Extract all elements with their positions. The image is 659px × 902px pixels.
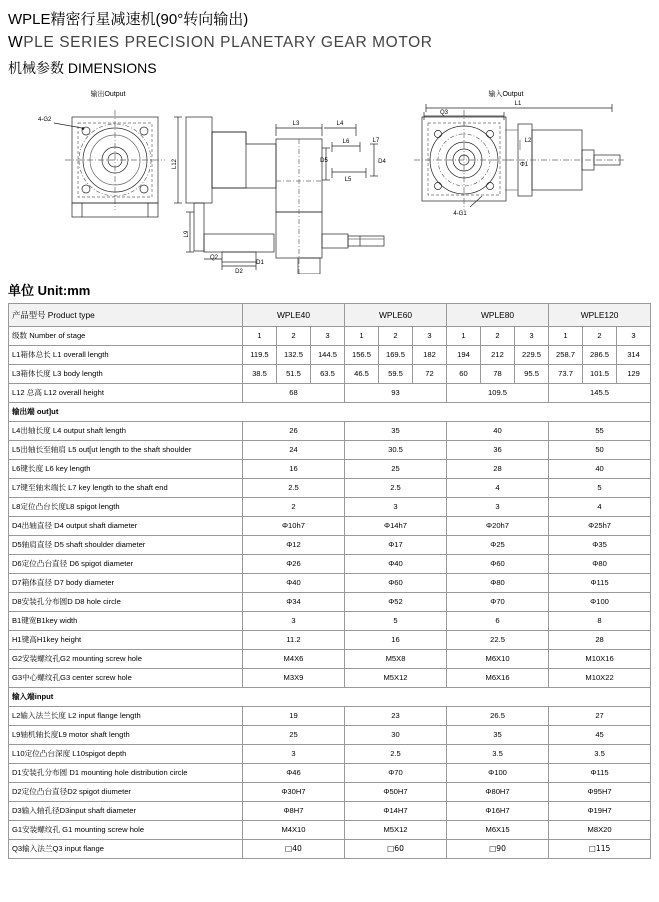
table-row bbox=[8, 479, 650, 498]
row-value: 5 bbox=[344, 612, 446, 631]
table-row bbox=[8, 631, 650, 650]
row-value: 156.5 bbox=[344, 346, 378, 365]
row-value: 72 bbox=[412, 365, 446, 384]
stage-cell: 2 bbox=[378, 327, 412, 346]
row-value: Φ16H7 bbox=[447, 802, 549, 821]
stage-cell: 3 bbox=[310, 327, 344, 346]
row-value: M6X10 bbox=[447, 650, 549, 669]
stage-row bbox=[8, 327, 650, 346]
label-4-g2: 4-G2 bbox=[38, 117, 52, 123]
label-q2: Q2 bbox=[209, 255, 219, 261]
row-value: 101.5 bbox=[583, 365, 617, 384]
row-value: Φ50H7 bbox=[344, 783, 446, 802]
table-row bbox=[8, 555, 650, 574]
table-row bbox=[8, 745, 650, 764]
table-row bbox=[8, 536, 650, 555]
row-label: L9轴机轴长度L9 motor shaft length bbox=[8, 726, 242, 745]
table-row bbox=[8, 346, 650, 365]
table-row bbox=[8, 517, 650, 536]
table-row bbox=[8, 574, 650, 593]
row-value: 3.5 bbox=[549, 745, 651, 764]
row-value: □90 bbox=[447, 840, 549, 859]
row-value: 93 bbox=[344, 384, 446, 403]
row-value: 38.5 bbox=[242, 365, 276, 384]
row-value: M10X22 bbox=[549, 669, 651, 688]
label-d1-left: D1 bbox=[256, 260, 264, 266]
stage-label: 级数 Number of stage bbox=[8, 327, 242, 346]
row-value: 40 bbox=[549, 460, 651, 479]
row-label: D8安装孔分布圆D D8 hole circle bbox=[8, 593, 242, 612]
table-row bbox=[8, 821, 650, 840]
column-wple120: WPLE120 bbox=[549, 304, 651, 327]
row-value: Φ80H7 bbox=[447, 783, 549, 802]
section-label-input: 输入端input bbox=[8, 688, 650, 707]
row-value: 3 bbox=[242, 745, 344, 764]
row-value: 3 bbox=[242, 612, 344, 631]
label-d5: D5 bbox=[320, 158, 328, 164]
label-l1: L1 bbox=[514, 101, 522, 107]
row-value: Φ52 bbox=[344, 593, 446, 612]
table-row bbox=[8, 802, 650, 821]
table-row bbox=[8, 669, 650, 688]
stage-cell: 3 bbox=[412, 327, 446, 346]
table-row bbox=[8, 422, 650, 441]
label-l4: L4 bbox=[336, 121, 344, 127]
stage-cell: 1 bbox=[447, 327, 481, 346]
row-value: 3 bbox=[447, 498, 549, 517]
row-label: L12 总高 L12 overall height bbox=[8, 384, 242, 403]
page-title-en bbox=[8, 32, 651, 54]
row-value: 27 bbox=[549, 707, 651, 726]
column-wple60: WPLE60 bbox=[344, 304, 446, 327]
row-value: 78 bbox=[481, 365, 515, 384]
row-value: 50 bbox=[549, 441, 651, 460]
row-value: 182 bbox=[412, 346, 446, 365]
header-block bbox=[0, 0, 659, 78]
row-value: 45 bbox=[549, 726, 651, 745]
row-value: Φ17 bbox=[344, 536, 446, 555]
label-l12: L12 bbox=[172, 158, 178, 170]
row-value: 19 bbox=[242, 707, 344, 726]
table-row bbox=[8, 441, 650, 460]
row-value: Φ20h7 bbox=[447, 517, 549, 536]
row-value: 26.5 bbox=[447, 707, 549, 726]
row-value: 25 bbox=[344, 460, 446, 479]
row-value: Φ19H7 bbox=[549, 802, 651, 821]
row-label: D6定位凸台直径 D6 spigot diameter bbox=[8, 555, 242, 574]
row-value: 22.5 bbox=[447, 631, 549, 650]
row-value: 63.5 bbox=[310, 365, 344, 384]
row-label: D7箱体直径 D7 body diameter bbox=[8, 574, 242, 593]
row-value: Φ100 bbox=[549, 593, 651, 612]
row-value: 169.5 bbox=[378, 346, 412, 365]
stage-cell: 2 bbox=[481, 327, 515, 346]
row-value: M8X20 bbox=[549, 821, 651, 840]
row-value: 28 bbox=[549, 631, 651, 650]
row-label: G3中心螺纹孔G3 center screw hole bbox=[8, 669, 242, 688]
row-label: D3输入轴孔径D3input shaft diameter bbox=[8, 802, 242, 821]
table-row bbox=[8, 726, 650, 745]
table-row bbox=[8, 764, 650, 783]
stage-cell: 1 bbox=[549, 327, 583, 346]
row-value: 55 bbox=[549, 422, 651, 441]
row-label: L2输入法兰长度 L2 input flange length bbox=[8, 707, 242, 726]
row-value: Φ115 bbox=[549, 764, 651, 783]
row-value: Φ80 bbox=[447, 574, 549, 593]
row-value: 258.7 bbox=[549, 346, 583, 365]
row-value: 145.5 bbox=[549, 384, 651, 403]
row-label: L10定位凸台深度 L10spigot depth bbox=[8, 745, 242, 764]
row-value: Φ30H7 bbox=[242, 783, 344, 802]
row-value: M4X10 bbox=[242, 821, 344, 840]
row-label: L7键至轴末端长 L7 key length to the shaft end bbox=[8, 479, 242, 498]
row-value: Φ35 bbox=[549, 536, 651, 555]
stage-cell: 3 bbox=[617, 327, 651, 346]
row-value: M4X6 bbox=[242, 650, 344, 669]
row-value: Φ12 bbox=[242, 536, 344, 555]
row-label: D4出轴直径 D4 output shaft diameter bbox=[8, 517, 242, 536]
row-label: D1安装孔分布圆 D1 mounting hole distribution circle bbox=[8, 764, 242, 783]
row-value: Φ14h7 bbox=[344, 517, 446, 536]
column-wple40: WPLE40 bbox=[242, 304, 344, 327]
row-value: 119.5 bbox=[242, 346, 276, 365]
page-title-cn: WPLE精密行星减速机(90°转向输出) bbox=[8, 11, 249, 28]
row-value: 144.5 bbox=[310, 346, 344, 365]
row-label: D2定位凸台直径D2 spigot diumeter bbox=[8, 783, 242, 802]
label-4-g1: 4-G1 bbox=[453, 211, 467, 217]
row-value: Φ40 bbox=[344, 555, 446, 574]
row-value: 314 bbox=[617, 346, 651, 365]
row-value: M5X12 bbox=[344, 669, 446, 688]
label-d2: D2 bbox=[235, 269, 243, 274]
row-value: Φ80 bbox=[549, 555, 651, 574]
row-value: 2.5 bbox=[344, 745, 446, 764]
row-value: 16 bbox=[344, 631, 446, 650]
table-row bbox=[8, 498, 650, 517]
row-value: 24 bbox=[242, 441, 344, 460]
row-value: 2.5 bbox=[242, 479, 344, 498]
row-value: Φ14H7 bbox=[344, 802, 446, 821]
label-d4: D4 bbox=[378, 159, 386, 165]
row-value: Φ100 bbox=[447, 764, 549, 783]
specification-table bbox=[8, 303, 651, 859]
row-value: Φ34 bbox=[242, 593, 344, 612]
row-value: Φ95H7 bbox=[549, 783, 651, 802]
table-row bbox=[8, 612, 650, 631]
table-row bbox=[8, 365, 650, 384]
row-value: Φ60 bbox=[447, 555, 549, 574]
row-value: 3 bbox=[344, 498, 446, 517]
table-row bbox=[8, 650, 650, 669]
row-value: 59.5 bbox=[378, 365, 412, 384]
row-value: 8 bbox=[549, 612, 651, 631]
row-value: □60 bbox=[344, 840, 446, 859]
row-value: Φ25 bbox=[447, 536, 549, 555]
row-value: 30.5 bbox=[344, 441, 446, 460]
label-d1-right: Φ1 bbox=[519, 162, 529, 168]
row-value: Φ60 bbox=[344, 574, 446, 593]
row-value: 35 bbox=[447, 726, 549, 745]
row-value: 23 bbox=[344, 707, 446, 726]
label-l7: L7 bbox=[372, 138, 380, 144]
row-value: 5 bbox=[549, 479, 651, 498]
row-value: 26 bbox=[242, 422, 344, 441]
row-value: Φ46 bbox=[242, 764, 344, 783]
row-label: L5出轴长至轴肩 L5 out[ut length to the shaft shoulder bbox=[8, 441, 242, 460]
row-value: 11.2 bbox=[242, 631, 344, 650]
stage-cell: 1 bbox=[344, 327, 378, 346]
title-en-rest: PLE SERIES PRECISION PLANETARY GEAR MOTOR bbox=[23, 34, 433, 51]
row-value: M6X16 bbox=[447, 669, 549, 688]
row-label: B1键宽B1key width bbox=[8, 612, 242, 631]
row-value: 28 bbox=[447, 460, 549, 479]
row-label: D5轴肩直径 D5 shaft shoulder diameter bbox=[8, 536, 242, 555]
row-label: L3箱体长度 L3 body length bbox=[8, 365, 242, 384]
unit-label: 单位 Unit:mm bbox=[8, 283, 91, 298]
section-label-output: 输出端 out]ut bbox=[8, 403, 650, 422]
row-value: 73.7 bbox=[549, 365, 583, 384]
dimension-drawing bbox=[8, 84, 651, 274]
row-value: 25 bbox=[242, 726, 344, 745]
row-value: 68 bbox=[242, 384, 344, 403]
row-value: 2.5 bbox=[344, 479, 446, 498]
label-l6: L6 bbox=[342, 139, 350, 145]
stage-cell: 2 bbox=[583, 327, 617, 346]
row-value: Φ70 bbox=[344, 764, 446, 783]
row-value: Φ40 bbox=[242, 574, 344, 593]
row-label: G1安装螺纹孔 G1 mounting screw hole bbox=[8, 821, 242, 840]
row-value: 51.5 bbox=[276, 365, 310, 384]
stage-cell: 1 bbox=[242, 327, 276, 346]
stage-cell: 3 bbox=[515, 327, 549, 346]
table-row bbox=[8, 840, 650, 859]
section-row-input bbox=[8, 688, 650, 707]
row-value: Φ25h7 bbox=[549, 517, 651, 536]
stage-cell: 2 bbox=[276, 327, 310, 346]
row-value: Φ8H7 bbox=[242, 802, 344, 821]
row-value: 2 bbox=[242, 498, 344, 517]
row-value: 16 bbox=[242, 460, 344, 479]
row-label: Q3输入法兰Q3 input flange bbox=[8, 840, 242, 859]
row-value: 6 bbox=[447, 612, 549, 631]
table-row bbox=[8, 460, 650, 479]
row-value: Φ10h7 bbox=[242, 517, 344, 536]
row-label: H1键高H1key height bbox=[8, 631, 242, 650]
row-value: M5X12 bbox=[344, 821, 446, 840]
row-value: M3X9 bbox=[242, 669, 344, 688]
table-header-row bbox=[8, 304, 650, 327]
label-l3: L3 bbox=[292, 121, 300, 127]
row-value: 46.5 bbox=[344, 365, 378, 384]
row-label: L4出轴长度 L4 output shaft length bbox=[8, 422, 242, 441]
row-value: M6X15 bbox=[447, 821, 549, 840]
row-value: 4 bbox=[447, 479, 549, 498]
label-l5: L5 bbox=[344, 177, 352, 183]
row-value: Φ26 bbox=[242, 555, 344, 574]
row-value: 36 bbox=[447, 441, 549, 460]
table-row bbox=[8, 593, 650, 612]
page-subtitle: 机械参数 DIMENSIONS bbox=[8, 60, 157, 76]
table-row bbox=[8, 783, 650, 802]
row-value: 4 bbox=[549, 498, 651, 517]
row-value: 60 bbox=[447, 365, 481, 384]
row-value: 35 bbox=[344, 422, 446, 441]
title-lead-letter: W bbox=[8, 34, 24, 51]
row-value: M10X16 bbox=[549, 650, 651, 669]
drawing-caption-input: 输入Output bbox=[488, 91, 524, 98]
column-wple80: WPLE80 bbox=[447, 304, 549, 327]
row-value: Φ70 bbox=[447, 593, 549, 612]
row-value: 3.5 bbox=[447, 745, 549, 764]
section-row-output bbox=[8, 403, 650, 422]
row-value: Φ115 bbox=[549, 574, 651, 593]
label-l9: L9 bbox=[184, 230, 190, 238]
label-l2: L2 bbox=[524, 138, 532, 144]
row-label: L1箱体总长 L1 overall length bbox=[8, 346, 242, 365]
table-row bbox=[8, 707, 650, 726]
row-value: 95.5 bbox=[515, 365, 549, 384]
row-label: G2安装螺纹孔G2 mounting screw hole bbox=[8, 650, 242, 669]
row-label: L8定位凸台长度L8 spigot length bbox=[8, 498, 242, 517]
label-q3: Q3 bbox=[439, 110, 449, 116]
row-value: □115 bbox=[549, 840, 651, 859]
row-value: 229.5 bbox=[515, 346, 549, 365]
row-value: M5X8 bbox=[344, 650, 446, 669]
row-value: 194 bbox=[447, 346, 481, 365]
row-value: 109.5 bbox=[447, 384, 549, 403]
row-value: 129 bbox=[617, 365, 651, 384]
row-value: 286.5 bbox=[583, 346, 617, 365]
row-value: 132.5 bbox=[276, 346, 310, 365]
row-value: 212 bbox=[481, 346, 515, 365]
row-value: 30 bbox=[344, 726, 446, 745]
row-value: □40 bbox=[242, 840, 344, 859]
row-label: L6键长度 L6 key length bbox=[8, 460, 242, 479]
table-row bbox=[8, 384, 650, 403]
row-value: 40 bbox=[447, 422, 549, 441]
drawing-caption-output: 输出Output bbox=[90, 91, 126, 98]
product-type-label: 产品型号 Product type bbox=[8, 304, 242, 327]
